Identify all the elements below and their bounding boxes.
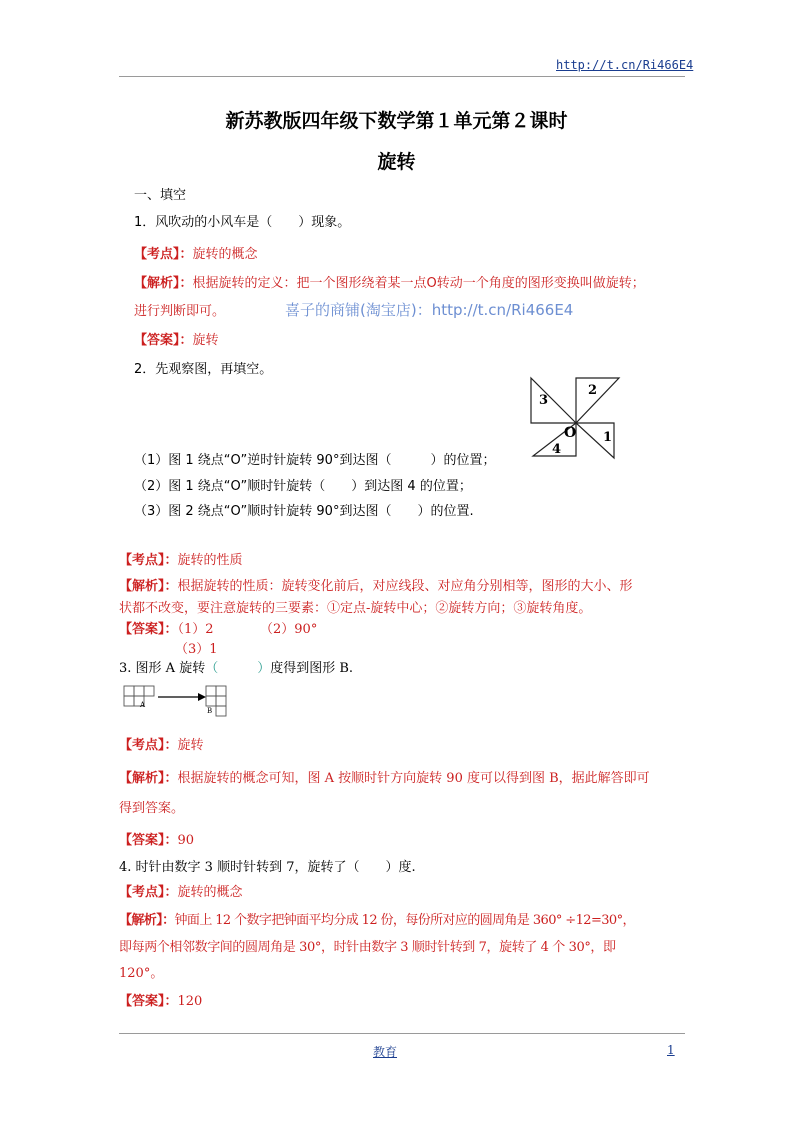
arrow-head	[198, 693, 206, 701]
q2-answer-3: （3）1	[175, 642, 218, 657]
q3-kaodian-text: 旋转	[177, 738, 204, 753]
q4-answer	[119, 990, 202, 1009]
watermark: 喜子的商铺(淘宝店)：http://t.cn/Ri466E4	[285, 301, 574, 319]
q4-kaodian	[119, 881, 243, 900]
page-number: 1	[667, 1043, 675, 1057]
q4-jiexi-label: 【解析】：	[119, 913, 175, 928]
q1-answer	[134, 329, 219, 348]
q2-answer-1: （1）2	[177, 622, 214, 637]
q3-jiexi-line2: 得到答案。	[119, 801, 185, 816]
q3-question	[119, 657, 353, 676]
header-link[interactable]: http://t.cn/Ri466E4	[556, 58, 694, 72]
shape-a-label: A	[140, 701, 146, 709]
q4-jiexi-line1: 钟面上 12 个数字把钟面平均分成 12 份，每份所对应的圆周角是 360° ÷12=30°，	[174, 913, 635, 928]
page-subtitle: 旋转	[377, 151, 416, 173]
q2-answer-label: 【答案】：	[119, 622, 178, 637]
q3-answer	[119, 829, 194, 848]
q4-answer-text: 120	[177, 994, 203, 1009]
pinwheel-figure	[526, 374, 626, 464]
q3-answer-label: 【答案】：	[119, 833, 178, 848]
q3-question-post: 度得到图形 B.	[270, 661, 354, 676]
q1-jiexi	[134, 272, 645, 291]
q4-jiexi-line2: 即每两个相邻数字间的圆周角是 30°，时针由数字 3 顺时针转到 7，旋转了 4 个 30°，即	[119, 940, 616, 955]
q4-jiexi-line3: 120°。	[119, 966, 164, 981]
q3-kaodian-label: 【考点】：	[119, 738, 178, 753]
section-heading: 一、填空	[134, 188, 187, 203]
q1-jiexi-line1: 根据旋转的定义：把一个图形绕着某一点O转动一个角度的图形变换叫做旋转；	[192, 276, 645, 291]
rotation-figure-ab	[122, 684, 230, 724]
q2-kaodian	[119, 549, 243, 568]
q2-question: 2．先观察图，再填空。	[134, 362, 273, 377]
q4-kaodian-text: 旋转的概念	[177, 885, 243, 900]
shape-a-cell	[124, 686, 134, 696]
q1-question: 1．风吹动的小风车是（ ）现象。	[134, 215, 351, 230]
header-divider	[119, 76, 685, 77]
q3-jiexi-label: 【解析】：	[119, 771, 178, 786]
shape-b-cell	[216, 696, 226, 706]
pinwheel-triangle-2	[576, 378, 619, 423]
q1-answer-text: 旋转	[192, 333, 219, 348]
q2-answer	[119, 618, 214, 637]
pinwheel-label-4: 4	[552, 442, 562, 457]
shape-a-cell	[134, 686, 144, 696]
footer-link[interactable]: 教育	[373, 1045, 398, 1059]
q3-answer-text: 90	[177, 833, 195, 848]
q1-answer-label: 【答案】：	[134, 333, 193, 348]
pinwheel-triangle-3	[531, 378, 576, 423]
q4-kaodian-label: 【考点】：	[119, 885, 178, 900]
pinwheel-label-2: 2	[588, 383, 598, 398]
q3-question-pre: 3. 图形 A 旋转	[119, 661, 206, 676]
pinwheel-label-1: 1	[603, 430, 613, 445]
q1-kaodian-text: 旋转的概念	[192, 247, 258, 262]
q1-kaodian	[134, 243, 258, 262]
q2-jiexi	[119, 575, 633, 594]
q2-kaodian-label: 【考点】：	[119, 553, 178, 568]
shape-b-cell	[206, 696, 216, 706]
q2-sub1: （1）图 1 绕点“O”逆时针旋转 90°到达图（ ）的位置；	[134, 453, 496, 468]
q3-kaodian	[119, 734, 204, 753]
shape-a-cell	[124, 696, 134, 706]
shape-b-cell	[206, 686, 216, 696]
q2-jiexi-label: 【解析】：	[119, 579, 178, 594]
q1-jiexi-line2: 进行判断即可。	[134, 304, 226, 319]
q4-answer-label: 【答案】：	[119, 994, 178, 1009]
q2-sub2: （2）图 1 绕点“O”顺时针旋转（ ）到达图 4 的位置；	[134, 479, 472, 494]
pinwheel-label-3: 3	[539, 393, 549, 408]
shape-b-cell	[216, 706, 226, 716]
q1-jiexi-label: 【解析】：	[134, 276, 193, 291]
q4-question: 4. 时针由数字 3 顺时针转到 7，旋转了（ ）度.	[119, 860, 416, 875]
q2-jiexi-line1: 根据旋转的性质：旋转变化前后，对应线段、对应角分别相等，图形的大小、形	[177, 579, 633, 594]
page-title: 新苏教版四年级下数学第１单元第２课时	[225, 110, 568, 132]
q2-jiexi-line2: 状都不改变，要注意旋转的三要素：①定点-旋转中心；②旋转方向；③旋转角度。	[119, 601, 592, 616]
q2-kaodian-text: 旋转的性质	[177, 553, 243, 568]
q2-answer-2: （2）90°	[260, 622, 318, 637]
q3-jiexi	[119, 767, 650, 786]
shape-b-cell	[216, 686, 226, 696]
q3-question-blank: （ ）	[205, 661, 271, 676]
footer-divider	[119, 1033, 685, 1034]
q1-kaodian-label: 【考点】：	[134, 247, 193, 262]
pinwheel-center-label: O	[564, 425, 577, 441]
shape-b-label: B	[207, 707, 213, 715]
q4-jiexi	[119, 909, 635, 928]
q2-sub3: （3）图 2 绕点“O”顺时针旋转 90°到达图（ ）的位置.	[134, 504, 474, 519]
shape-a-cell	[144, 686, 154, 696]
q3-jiexi-line1: 根据旋转的概念可知，图 A 按顺时针方向旋转 90 度可以得到图 B，据此解答即可	[177, 771, 650, 786]
